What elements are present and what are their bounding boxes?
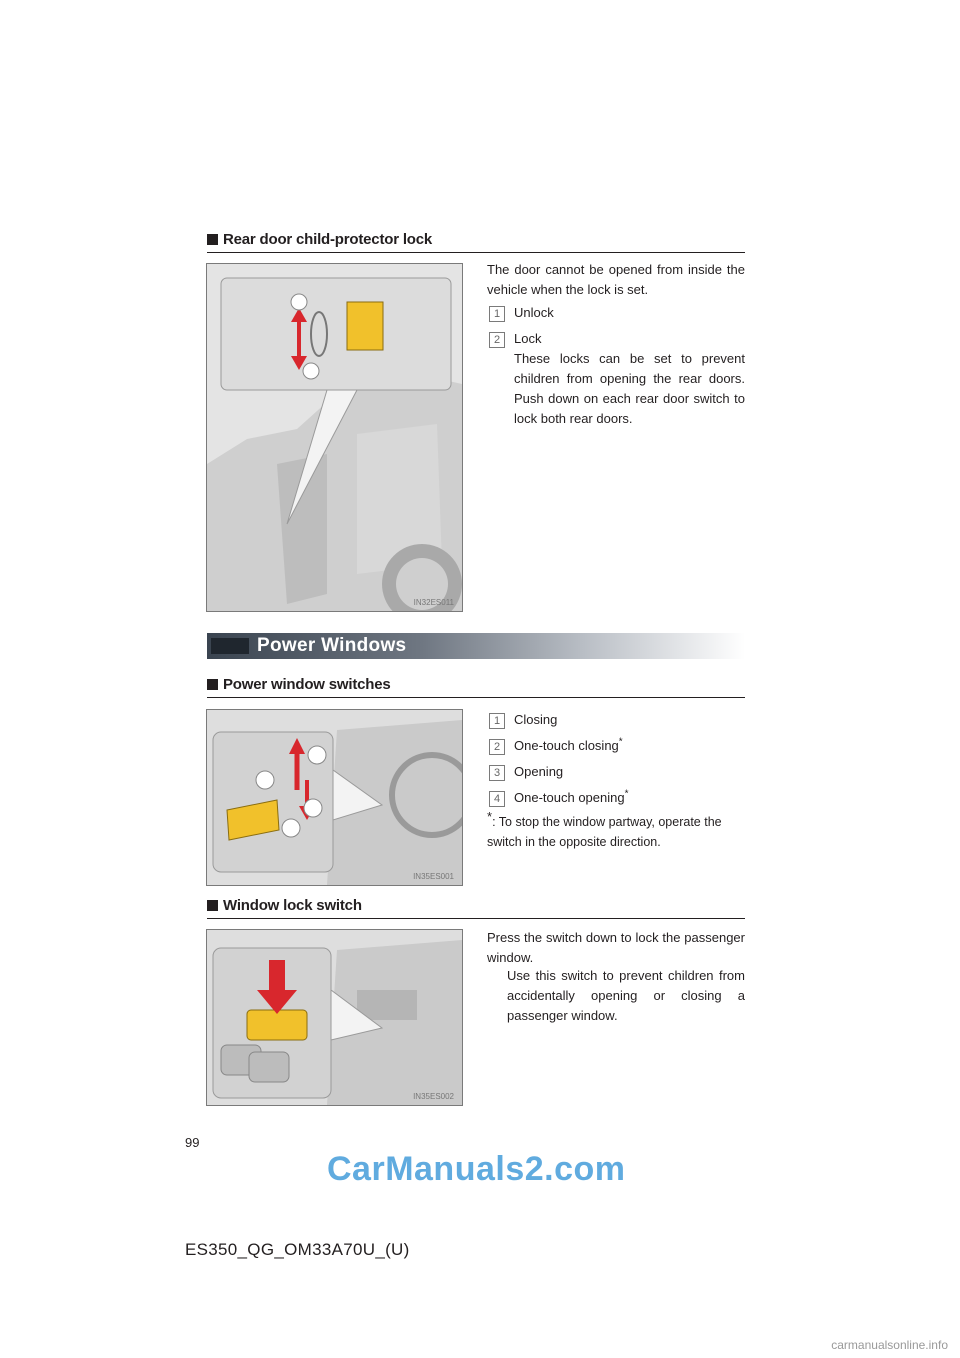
window-switches-illustration (206, 709, 463, 886)
section-heading-window-switches: Power window switches (207, 676, 745, 698)
section-heading-window-lock: Window lock switch (207, 897, 745, 919)
square-bullet-icon (207, 900, 218, 911)
one-touch-opening-label: One-touch opening* (514, 788, 629, 805)
figure-code: IN35ES002 (413, 1092, 454, 1101)
window-lock-note: Use this switch to prevent children from accidentally opening or closing a passenger window. (507, 968, 745, 1023)
document-code: ES350_QG_OM33A70U_(U) (185, 1240, 410, 1259)
page-number: 99 (185, 1135, 200, 1150)
child-lock-note: These locks can be set to prevent children from opening the rear doors. Push down on each rear door switch to lock both rear doors. (514, 351, 745, 426)
figure-code: IN35ES001 (413, 872, 454, 881)
child-lock-intro: The door cannot be opened from inside the vehicle when the lock is set. (487, 262, 745, 297)
callout-number: 1 (489, 306, 505, 322)
window-lock-intro: Press the switch down to lock the passenger window. (487, 930, 745, 965)
lock-label: Lock (514, 331, 542, 346)
square-bullet-icon (207, 679, 218, 690)
callout-number: 4 (489, 791, 505, 807)
banner-tab (211, 638, 249, 654)
callout-number: 1 (489, 713, 505, 729)
opening-label: Opening (514, 764, 564, 779)
child-lock-illustration (206, 263, 463, 612)
window-lock-illustration (206, 929, 463, 1106)
callout-number: 3 (489, 765, 505, 781)
callout-number: 2 (489, 739, 505, 755)
one-touch-closing-label: One-touch closing* (514, 736, 623, 753)
figure-code: IN32ES011 (413, 598, 454, 607)
square-bullet-icon (207, 234, 218, 245)
unlock-label: Unlock (514, 305, 554, 320)
section-heading-child-lock: Rear door child-protector lock (207, 231, 745, 253)
closing-label: Closing (514, 712, 558, 727)
window-footnote: *: To stop the window partway, operate the switch in the opposite direction. (487, 808, 722, 849)
callout-number: 2 (489, 332, 505, 348)
site-watermark: carmanualsonline.info (831, 1338, 948, 1352)
watermark: CarManuals2.com (327, 1150, 626, 1188)
banner-title: Power Windows (257, 635, 407, 656)
chapter-banner (207, 633, 745, 659)
